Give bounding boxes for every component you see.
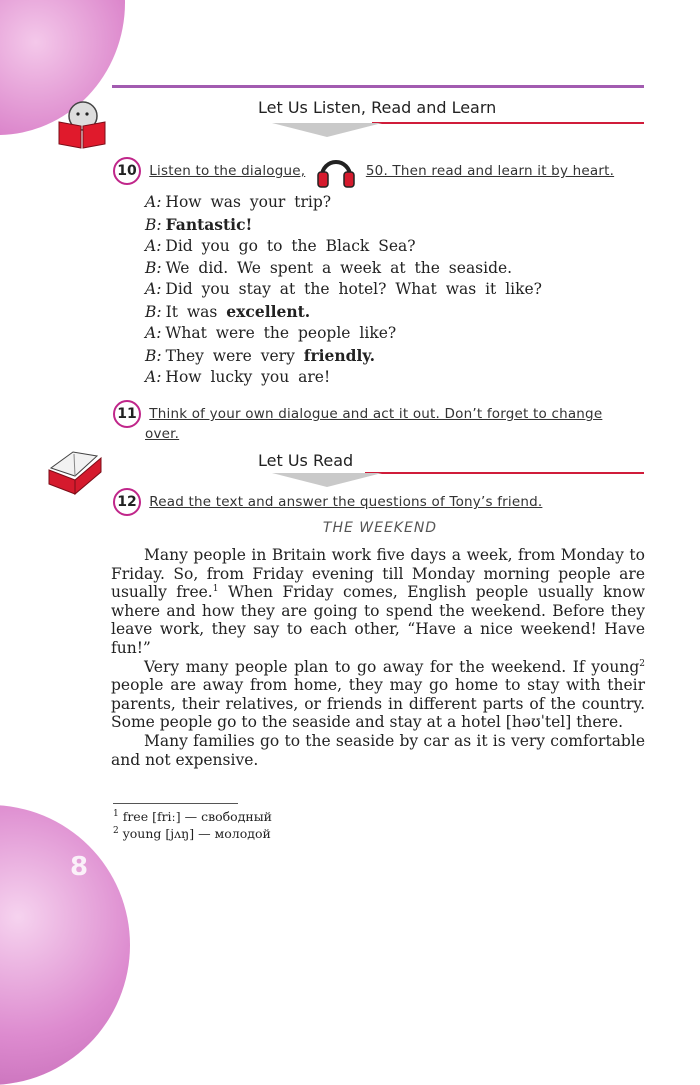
task-instruction: Listen to the dialogue, (149, 163, 306, 179)
line-text: They were very (165, 346, 304, 365)
paragraph (111, 658, 645, 732)
reading-character-icon (55, 100, 110, 150)
book-icon (45, 450, 105, 496)
line-bold: excellent. (226, 301, 311, 321)
task-12 (113, 488, 542, 516)
line-text: It was (165, 302, 227, 321)
task-instruction: Think of your own dialogue and act it out. Don’t forget to change (149, 406, 603, 422)
speaker: B: (145, 346, 162, 365)
dialogue-line (145, 323, 542, 345)
speaker: A: (145, 193, 162, 211)
dialogue-line (145, 301, 542, 324)
dialogue-line (145, 192, 542, 214)
footnote (113, 808, 272, 825)
task-number: 10 (113, 157, 141, 185)
dialogue-line (145, 367, 542, 389)
footnote-text: free [friː] — свободный (118, 809, 273, 824)
story-text (111, 546, 645, 769)
story-title: THE WEEKEND (322, 520, 438, 536)
line-text: How lucky you are! (165, 368, 331, 386)
task-instruction-cont: over. (145, 426, 180, 442)
dialogue-line (145, 236, 542, 258)
task-number: 11 (113, 400, 141, 428)
speaker: A: (145, 368, 162, 386)
dialogue-line (145, 214, 542, 237)
speaker: B: (145, 302, 162, 321)
section-title-read: Let Us Read (258, 451, 354, 470)
task-number: 12 (113, 488, 141, 516)
footnote-rule (113, 803, 238, 804)
footnote-ref: 2 (639, 658, 645, 669)
line-bold: friendly. (303, 345, 375, 365)
section-arrow (272, 473, 382, 487)
dialogue-line (145, 279, 542, 301)
section-underline (365, 472, 644, 474)
paragraph (111, 546, 645, 658)
text: When Friday comes, English people usually know where and how they are going to spend the weekend. Before they leave work, they say to each other, “Have a nice weekend! Have fun!” (111, 583, 645, 657)
footnote-mark: 2 (113, 825, 119, 836)
footnote (113, 825, 272, 842)
paragraph: Many families go to the seaside by car as it is very comfortable and not expensive. (111, 731, 645, 769)
line-text: What were the people like? (165, 324, 397, 342)
dialogue-line (145, 258, 542, 280)
decorative-circle-bottom (0, 805, 130, 1085)
text: Many people in Britain work five days a week, from Monday to Friday. So, from Friday evening till Monday morning people are usually free. (111, 546, 645, 602)
line-text: We did. We spent a week at the seaside. (165, 258, 513, 277)
line-bold: Fantastic! (165, 214, 253, 234)
footnotes (113, 808, 272, 842)
speaker: B: (145, 215, 162, 234)
speaker: A: (145, 280, 162, 298)
section-title-listen: Let Us Listen, Read and Learn (258, 98, 497, 117)
text: people are away from home, they may go home to stay with their parents, their relatives, or friends in different parts of the country. Some people go to the seaside and stay at a hotel [həʊˈtel] there. (111, 676, 645, 732)
footnote-text: young [jʌŋ] — молодой (118, 826, 271, 841)
dialogue (145, 192, 542, 389)
footnote-mark: 1 (113, 808, 119, 819)
speaker: A: (145, 237, 162, 255)
top-rule (112, 85, 644, 88)
speaker: B: (145, 258, 162, 277)
section-arrow (272, 123, 382, 137)
task-instruction-cont: 50. Then read and learn it by heart. (365, 163, 615, 179)
task-instruction: Read the text and answer the questions of Tony’s friend. (149, 494, 543, 510)
footnote-ref: 1 (212, 584, 219, 595)
task-10 (113, 154, 614, 188)
line-text: How was your trip? (165, 193, 332, 211)
headphones-icon (316, 154, 356, 188)
task-11 (113, 400, 602, 442)
page-number: 8 (70, 852, 89, 882)
section-underline (372, 122, 644, 124)
speaker: A: (145, 324, 162, 342)
text: Very many people plan to go away for the weekend. If young (144, 657, 640, 676)
dialogue-line (145, 345, 542, 368)
line-text: Did you go to the Black Sea? (165, 237, 416, 255)
line-text: Did you stay at the hotel? What was it like? (165, 280, 542, 298)
